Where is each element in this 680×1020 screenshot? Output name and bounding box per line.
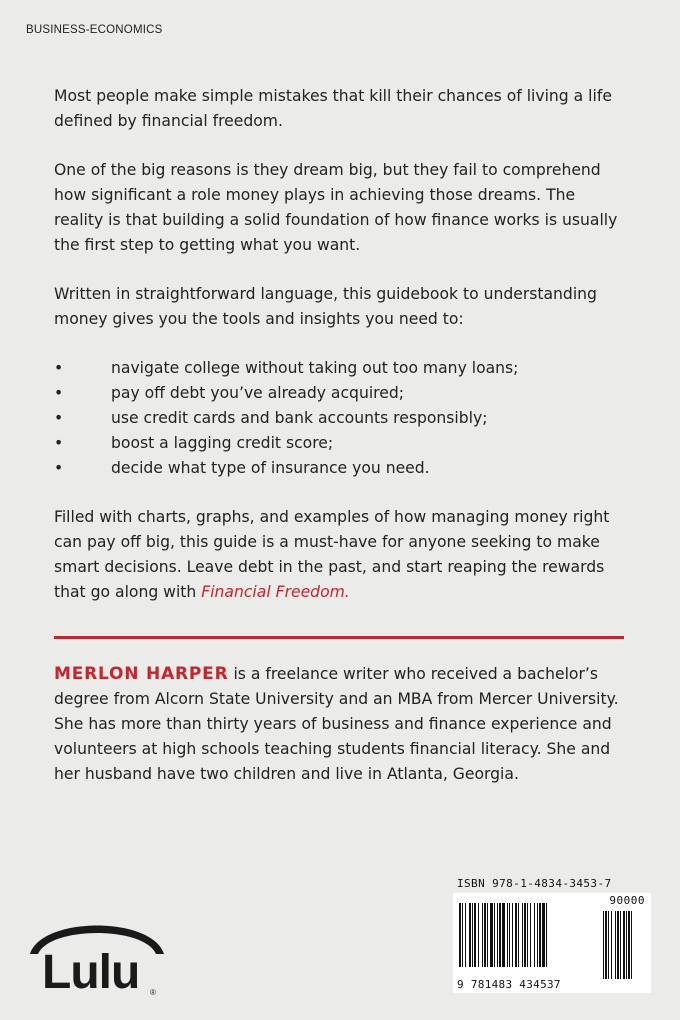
description-paragraph-4 (54, 505, 629, 605)
barcode-bars (459, 895, 645, 979)
description-paragraph-2: One of the big reasons is they dream big, but they fail to comprehend how significant a role money plays in achieving those dreams. The reality is that building a solid foundation of how finance works is usually the first step to getting what you want. (54, 161, 618, 254)
bullet-icon: • (54, 384, 64, 402)
barcode-bar (497, 903, 498, 967)
paragraph-4-text: Filled with charts, graphs, and examples of how managing money right can pay off big, this guide is a must-have for anyone seeking to make smart decisions. Leave debt in the past, and start reaping the rewards that go along with (54, 508, 610, 601)
barcode-bar (546, 903, 547, 967)
barcode-bar (459, 903, 461, 967)
barcode-addon-bar (608, 911, 609, 979)
lulu-logo (22, 910, 172, 1000)
barcode-addon-bar (631, 911, 632, 979)
barcode-bar (509, 903, 510, 967)
list-item (54, 356, 629, 381)
barcode-bar (472, 903, 473, 967)
barcode-bar (474, 903, 476, 967)
barcode-bar (499, 903, 501, 967)
list-item-text: use credit cards and bank accounts responsibly; (111, 409, 488, 427)
bullet-icon: • (54, 409, 64, 427)
barcode-addon-bar (615, 911, 616, 979)
list-item (54, 381, 629, 406)
section-divider (54, 636, 624, 639)
barcode-addon-bar (628, 911, 630, 979)
barcode-bar (522, 903, 523, 967)
bullet-icon: • (54, 459, 64, 477)
barcode-bar (542, 903, 545, 967)
barcode-bar (478, 903, 479, 967)
barcode-bar (482, 903, 483, 967)
barcode-bar (465, 903, 466, 967)
barcode-bar (507, 903, 508, 967)
barcode-addon: 90000 (609, 894, 645, 907)
isbn-barcode (453, 877, 651, 993)
barcode-addon-bar (603, 911, 604, 979)
lulu-logo-text: Lulu (42, 946, 140, 999)
book-title-reference: Financial Freedom. (201, 583, 350, 601)
list-item-text: decide what type of insurance you need. (111, 459, 430, 477)
barcode-addon-bar (623, 911, 625, 979)
category-label: BUSINESS-ECONOMICS (26, 24, 163, 36)
barcode-bar (518, 903, 519, 967)
barcode-bar (502, 903, 505, 967)
list-item (54, 406, 629, 431)
barcode-bar (490, 903, 493, 967)
description-paragraph-1: Most people make simple mistakes that kill their chances of living a life defined by financial freedom. (54, 87, 612, 130)
barcode-addon-bar (611, 911, 612, 979)
book-description (54, 84, 629, 629)
isbn-text: ISBN 978-1-4834-3453-7 (457, 877, 612, 890)
list-item-text: boost a lagging credit score; (111, 434, 334, 452)
barcode-panel (453, 893, 651, 993)
list-item-text: pay off debt you’ve already acquired; (111, 384, 404, 402)
barcode-bar (515, 903, 517, 967)
barcode-bar (524, 903, 526, 967)
barcode-bar (534, 903, 535, 967)
barcode-bar (494, 903, 495, 967)
barcode-addon-bar (605, 911, 607, 979)
svg-text:®: ® (150, 988, 156, 997)
barcode-bar (487, 903, 488, 967)
list-item-text: navigate college without taking out too many loans; (111, 359, 519, 377)
barcode-addon-bar (620, 911, 621, 979)
barcode-bar (469, 903, 471, 967)
list-item (54, 456, 629, 481)
barcode-bar (484, 903, 486, 967)
description-paragraph-3: Written in straightforward language, this guidebook to understanding money gives you the tools and insights you need to: (54, 285, 597, 328)
barcode-addon-bar (626, 911, 627, 979)
barcode-bar (537, 903, 538, 967)
barcode-bar (539, 903, 541, 967)
barcode-bar (527, 903, 528, 967)
benefits-list (54, 356, 629, 481)
barcode-bar (462, 903, 463, 967)
author-bio (54, 662, 629, 787)
author-name: MERLON HARPER (54, 664, 229, 684)
barcode-number: 9 781483 434537 (457, 978, 561, 991)
barcode-bar (512, 903, 513, 967)
author-bio-text: is a freelance writer who received a bachelor’s degree from Alcorn State University and an MBA from Mercer University. She has more than thirty years of business and finance experience and volunteers at high schools teaching students financial literacy. She and her husband have two children and live in Atlanta, Georgia. (54, 665, 619, 783)
bullet-icon: • (54, 359, 64, 377)
list-item (54, 431, 629, 456)
bullet-icon: • (54, 434, 64, 452)
barcode-bar (530, 903, 531, 967)
barcode-addon-bar (617, 911, 619, 979)
